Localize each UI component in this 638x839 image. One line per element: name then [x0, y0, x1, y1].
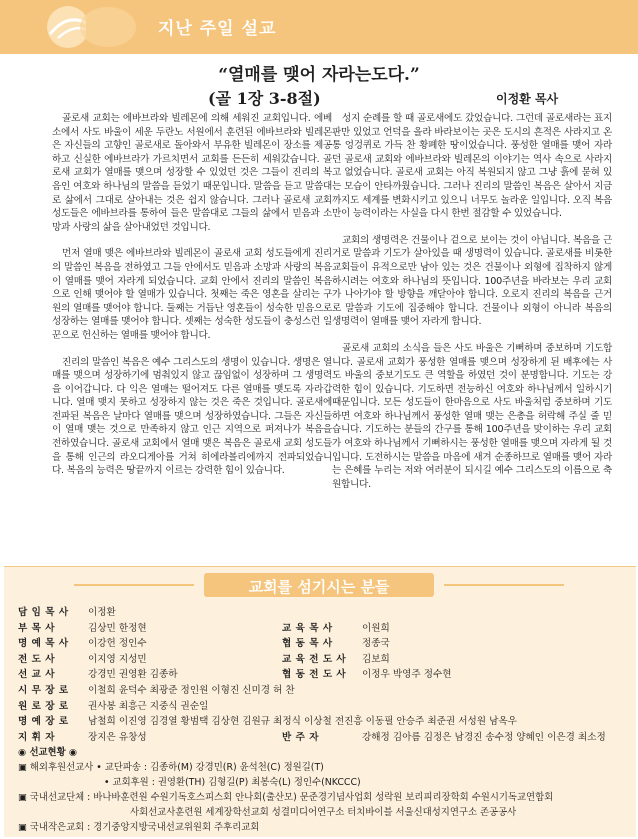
members-section: [4, 566, 636, 837]
preacher-name: 이정환 목사: [496, 92, 559, 106]
roster-row: [18, 699, 628, 715]
mission-line: [18, 775, 628, 790]
roster-names: 강해정 김아름 김정은 남경진 송수정 양혜인 이은경 최소정: [362, 731, 606, 743]
mission-text: • 교단파송 : 김종하(M) 강경민(R) 윤석천(C) 정원길(T): [96, 762, 324, 773]
mission-text: : 경기중앙지방국내선교위원회 주후리교회: [87, 822, 260, 833]
roster-role: 시 무 장 로: [18, 684, 69, 696]
roster-role: 교 육 전 도 사: [282, 653, 347, 665]
mission-line: [18, 805, 628, 820]
roster-role: 반 주 자: [282, 731, 319, 743]
roster-role: 전 도 사: [18, 653, 55, 665]
sermon-paragraph: 교회의 생명력은 건물이나 겉으로 보이는 것이 아닙니다. 복음을 근거로 말씀과 기도가 살아있을 때 생명력이 있습니다. 골로새를 비롯한 교회들이 유적으로만 남아 있는 것은 건물이나 외형에 집착하지 않게 하시려는 여호와 하나님의 뜻입니다. 100주년을 바라보는 우리 교회가 나아가야 할 방향을 깨닫아야 합니다. 오로지 진리의 복음을 근거로 말씀과 기도에 집중해야 합니다. 건물이나 외형이 아니라 복음의 생명력이 열매를 맺어 자라게 합니다.: [332, 234, 612, 328]
roster-names: 김상민 한정현: [88, 622, 147, 634]
roster-names: 이정우 박영주 정수현: [362, 669, 452, 681]
roster-names: 김보희: [362, 653, 390, 665]
roster-role: 부 목 사: [18, 622, 55, 634]
roster-row: [18, 667, 628, 683]
sermon-column-left: [52, 112, 332, 491]
roster-role: 협 동 목 사: [282, 638, 333, 650]
roster-names: 이강헌 정인수: [88, 638, 147, 650]
roster-role: 명 예 장 로: [18, 716, 69, 728]
sermon-paragraph: 성지 순례를 할 때 골로새에도 갔었습니다. 그런데 골로새라는 표지판만 있었고 언덕을 올라 바라보이는 곳은 도시의 흔적은 사라지고 온통 엉겅퀴로 가득 찬 황폐한 땅이었습니다. 풍성한 열매를 맺어 자라던 골로새 교회와 에바브라와 빌레몬의 이야기는 역사 속으로 사라지고 없었습니다. 골로새 교회는 아직 복원되지 않고 그냥 흙에 묻혀 있는 모습이 안타까웠습니다. 그러나 진리의 말씀인 복음은 살아서 지금까지도 세계를 변화시키고 있으니 너무도 놀라운 일입니다. 오직 복음만이 능력이라는 사실을 다시 한번 절감할 수 있었습니다.: [332, 113, 612, 220]
banner-title: 지난 주일 설교: [158, 19, 277, 39]
roster-role: 명 예 목 사: [18, 638, 69, 650]
members-heading: [4, 573, 636, 597]
mission-title: ◉ 선교현황 ◉: [18, 747, 78, 758]
roster-names: 이철희 윤덕수 최광준 정인원 이형진 신미경 허 찬: [88, 684, 295, 696]
roster-role: 협 동 전 도 사: [282, 669, 347, 681]
roster-names: 이원희: [362, 622, 390, 634]
roster-role: 교 육 목 사: [282, 622, 333, 634]
roster-names: 이지영 지성민: [88, 653, 147, 665]
roster-role: 지 휘 자: [18, 731, 55, 743]
mission-support: [18, 745, 628, 835]
mission-text: : 바나바훈련원 수원기독호스피스회 안나회(출산모) 문준경기념사업회 성락원 보리피리장학회 수원시기독교연합회: [87, 792, 554, 803]
roster-names: 권사봉 최흥근 지중식 권순일: [88, 700, 209, 712]
sermon-paragraph: 골로새 교회는 에바브라와 빌레몬에 의해 세워진 교회입니다. 에베소에서 사도 바울이 세운 두란노 서원에서 훈련된 에바브라와 빌레몬은 자신들의 고향인 골로새로 돌아와서 부유한 빌레몬이 장소를 제공하고 신실한 에바브라가 가르치면서 교회를 든든히 세워갔습니다. 골로새 교회가 열매를 맺으며 성장할 수 있었던 것은 그들이 진리의 복음인 여호와 하나님의 말씀을 듣었기 때문입니다. 말씀을 듣고 말씀대로 삶에서 그대로 살아내는 것은 쉽지 않습니다. 그러나 골로새 교회 성도들은 에바브라를 통하여 들은 말씀대로 그들의 삶에서 믿음과 소망과 사랑의 삶을 살아내었던 것입니다.: [52, 113, 332, 233]
mission-line: [18, 790, 628, 805]
roster-row: [18, 636, 628, 652]
sermon-paragraph: 먼저 열매 맺은 에바브라와 빌레몬이 골로새 교회 성도들에게 진리의 말씀인 복음을 전하였고 그들 안에서도 믿음과 소망과 사랑의 복음이 열매를 맺어 자라게 되었습니다. 교회 안에서 진리의 말씀인 복음으로 인해 맺어야 할 열매가 있습니다. 첫째는 죽은 영혼을 살리는 구원의 열매를 맺어야 합니다. 둘째는 거듭난 영혼들이 성숙한 믿음으로 성장하는 열매를 맺어야 합니다. 셋째는 성숙한 성도들이 충성스런 일꾼으로 헌신하는 열매를 맺어야 합니다.: [52, 248, 332, 341]
roster-role: 원 로 장 로: [18, 700, 69, 712]
church-logo-icon: [28, 4, 178, 50]
mission-line: [18, 820, 628, 835]
roster-names: 강경민 권영환 김종하: [88, 669, 178, 681]
roster-row: [18, 605, 628, 621]
header-banner: [0, 0, 638, 54]
mission-line: [18, 760, 628, 775]
members-roster: [18, 605, 628, 745]
sermon-verse: (골 1장 3-8절): [208, 89, 321, 108]
sermon-title: “열매를 맺어 자라는도다.”: [218, 65, 420, 85]
roster-row: [18, 652, 628, 668]
roster-names: 이정환: [88, 607, 116, 618]
mission-text: 사회선교사훈련원 세계장학선교회 성결미디어연구소 터치바이블 서울신대성지연구소 존공공사: [130, 807, 517, 818]
roster-role: 선 교 사: [18, 669, 55, 681]
sermon-column-right: [332, 112, 612, 504]
mission-label: ▣ 해외후원선교사: [18, 762, 94, 773]
members-heading-text: 교회를 섬기시는 분들: [248, 578, 390, 596]
roster-names: 장지은 유창성: [88, 731, 147, 743]
sermon-paragraph: 골로새 교회의 소식을 들은 사도 바울은 기뻐하며 중보하며 기도합니다. 골로새 교회가 풍성한 열매를 맺으며 성장하게 된 배후에는 사도 바울의 중보기도도 큰 역할을 하였던 것이 분명합니다. 기도는 강력한 힘이 있습니다. 기도하면 전능하신 여호와 하나님께서 일하시기 때문입니다. 모든 성도들이 한마음으로 사도 바울처럼 중보하며 기도하면 여호와 하나님께서 풍성한 열매 맺는 은총을 허락해 주실 줄 믿습니다. 기도하는 분들의 간구를 통해 100주년을 맞이하는 우리 교회가 여호와 하나님께서 기뻐하시는 풍성한 열매를 맺으며 자라게 될 것입니다. 도전하시는 말씀을 마음에 새겨 순종하므로 열매를 맺어 자라는 은혜를 누리는 저와 여러분이 되시길 예수 그리스도의 이름으로 축원합니다.: [332, 342, 612, 490]
roster-names: 남철희 이진영 김경열 황범택 김상현 김원규 최정식 이상철 전진흥 이동필 안승주 최준권 서성원 남옥우: [88, 716, 517, 728]
roster-row: [18, 714, 628, 730]
roster-names: 정종국: [362, 638, 390, 650]
roster-row: [18, 683, 628, 699]
roster-row: [18, 621, 628, 637]
roster-role: 담 임 목 사: [18, 607, 69, 618]
mission-text: • 교회후원 : 권영환(TH) 김형길(P) 최봉숙(L) 정인수(NKCCC): [104, 777, 361, 788]
roster-row: [18, 730, 628, 746]
mission-label: ▣ 국내선교단체: [18, 792, 85, 803]
mission-label: ▣ 국내작은교회: [18, 822, 85, 833]
sermon-paragraph: 진리의 말씀인 복음은 예수 그리스도의 생명이 있습니다. 생명은 열매를 맺으며 성장하기에 멈춰있지 않고 끊임없이 성장하며 그 생명력을 이어갑니다. 다 익은 열매는 떨어져도 다른 열매를 맺도록 자라갑니다. 열매 맺지 못하고 성장하지 않는 것은 죽은 것입니다. 골로새에 전파된 복음은 날마다 열매를 맺으며 성장하였습니다. 그들은 자신들이 열매 맺는 것으로 만족하지 않고 인근 지역으로 퍼져나가 복음을 전하였습니다. 골로새 교회에서 열매 맺은 복음은 골로새 교회 성도들을 통해 인근의 라오디게아를 거쳐 히에라볼리에까지 전파되었습니다. 복음의 능력은 땅끝까지 이르는 강력한 힘이 있습니다.: [52, 356, 332, 477]
